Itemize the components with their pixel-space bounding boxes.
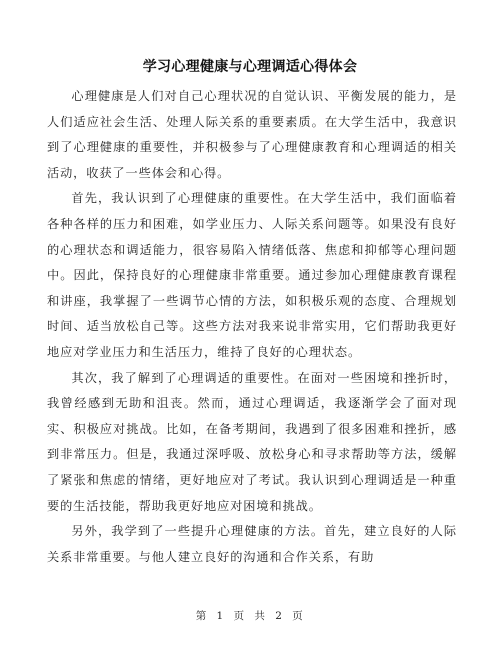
document-body xyxy=(47,84,457,570)
paragraph-1: 心理健康是人们对自己心理状况的自觉认识、平衡发展的能力，是人们适应社会生活、处理人际关系的重要素质。在大学生活中，我意识到了心理健康的重要性，并积极参与了心理健康教育和心理调适的相关活动，收获了一些体会和心得。 xyxy=(47,89,457,180)
paragraph-4: 另外，我学到了一些提升心理健康的方法。首先，建立良好的人际关系非常重要。与他人建立良好的沟通和合作关系，有助 xyxy=(47,524,457,564)
paragraph-3: 其次，我了解到了心理调适的重要性。在面对一些困境和挫折时，我曾经感到无助和沮丧。然而，通过心理调适，我逐渐学会了面对现实、积极应对挑战。比如，在备考期间，我遇到了很多困难和挫折，感到非常压力。但是，我通过深呼吸、放松身心和寻求帮助等方法，缓解了紧张和焦虑的情绪，更好地应对了考试。我认识到心理调适是一种重要的生活技能，帮助我更好地应对困境和挑战。 xyxy=(47,370,457,513)
document-title: 学习心理健康与心理调适心得体会 xyxy=(142,59,358,75)
page-footer: 第 1 页 共 2 页 xyxy=(195,610,305,622)
paragraph-2: 首先，我认识到了心理健康的重要性。在大学生活中，我们面临着各种各样的压力和困难，如学业压力、人际关系问题等。如果没有良好的心理状态和调适能力，很容易陷入情绪低落、焦虑和抑郁等心理问题中。因此，保持良好的心理健康非常重要。通过参加心理健康教育课程和讲座，我掌握了一些调节心情的方法，如积极乐观的态度、合理规划时间、适当放松自己等。这些方法对我来说非常实用，它们帮助我更好地应对学业压力和生活压力，维持了良好的心理状态。 xyxy=(47,191,457,359)
